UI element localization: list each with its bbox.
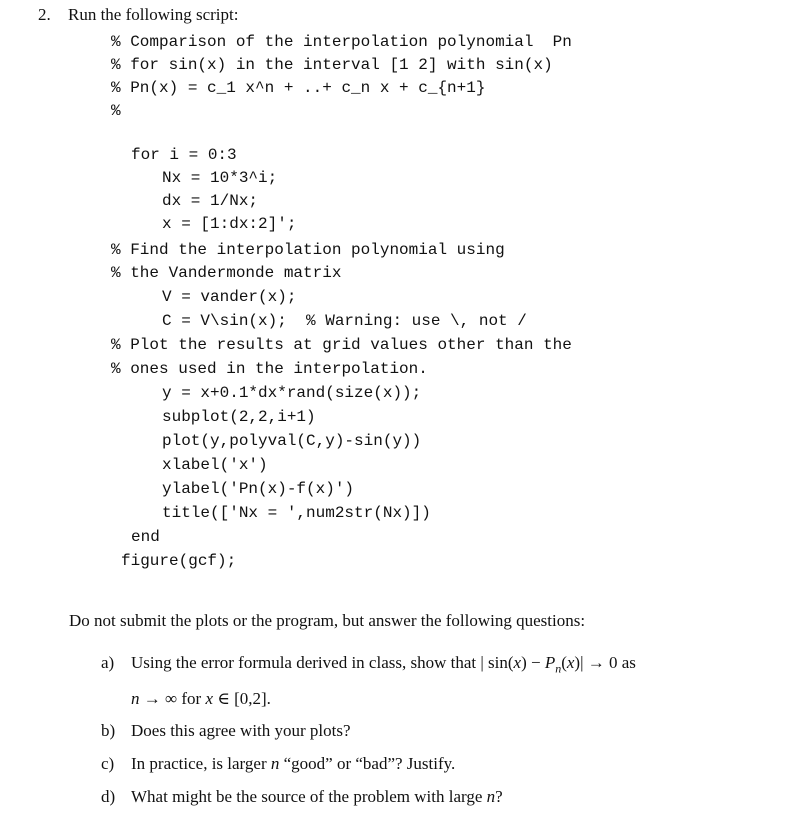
code-line: end <box>131 528 160 546</box>
code-line: subplot(2,2,i+1) <box>162 408 316 426</box>
code-line: x = [1:dx:2]'; <box>162 215 297 233</box>
question-d-label: d) <box>101 787 116 806</box>
code-line: Nx = 10*3^i; <box>162 169 278 187</box>
code-line: % Comparison of the interpolation polynomial Pn <box>111 33 572 51</box>
code-line: % ones used in the interpolation. <box>111 360 428 378</box>
code-line: % Pn(x) = c_1 x^n + ..+ c_n x + c_{n+1} <box>111 79 486 97</box>
question-b-text: Does this agree with your plots? <box>131 721 351 740</box>
question-c-text: In practice, is larger n “good” or “bad”? Justify. <box>131 754 456 773</box>
code-line: ylabel('Pn(x)-f(x)') <box>162 480 355 498</box>
question-b-label: b) <box>101 721 116 740</box>
problem-instruction: Run the following script: <box>68 5 239 24</box>
code-line: for i = 0:3 <box>131 146 237 164</box>
question-a-line1: Using the error formula derived in class, show that | $\sin(x) - P_n(x)| \to 0$ as <box>131 653 636 676</box>
question-d-text: What might be the source of the problem with large n? <box>131 787 503 806</box>
code-line: plot(y,polyval(C,y)-sin(y)) <box>162 432 422 450</box>
code-line: figure(gcf); <box>121 552 237 570</box>
question-a-line2: n → ∞ for x ∈ [0,2]. <box>131 689 271 708</box>
code-line: title(['Nx = ',num2str(Nx)]) <box>162 504 431 522</box>
followup-instruction: Do not submit the plots or the program, but answer the following questions: <box>69 611 586 630</box>
code-line: C = V\sin(x); % Warning: use \, not / <box>162 312 527 330</box>
code-line: % for sin(x) in the interval [1 2] with sin(x) <box>111 56 553 74</box>
code-line: % the Vandermonde matrix <box>111 264 342 282</box>
code-line: % Plot the results at grid values other than the <box>111 336 572 354</box>
code-line: V = vander(x); <box>162 288 297 306</box>
code-line: % Find the interpolation polynomial using <box>111 241 505 259</box>
code-line: % <box>111 102 121 120</box>
code-line: xlabel('x') <box>162 456 268 474</box>
question-a-label: a) <box>101 653 115 672</box>
problem-number: 2. <box>38 5 51 24</box>
code-line: y = x+0.1*dx*rand(size(x)); <box>162 384 422 402</box>
code-line: dx = 1/Nx; <box>162 192 259 210</box>
question-c-label: c) <box>101 754 115 773</box>
